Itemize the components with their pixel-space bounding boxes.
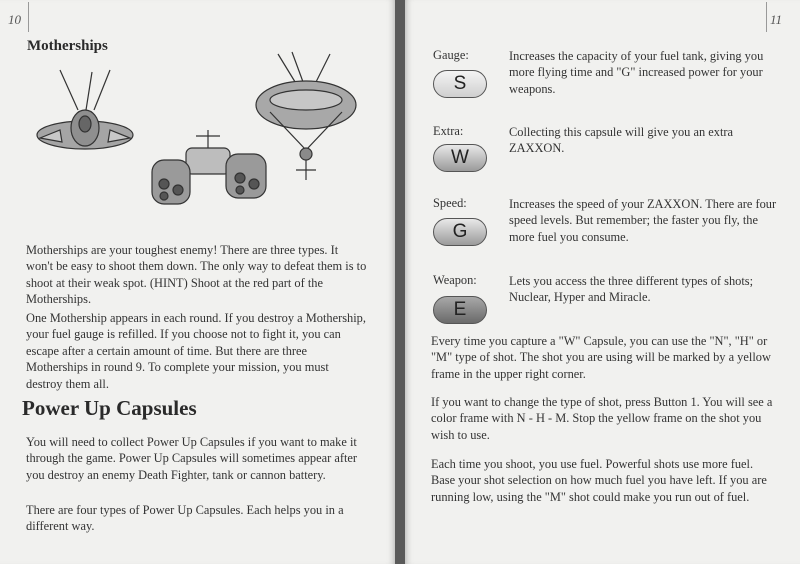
- capsule-description-extra: Collecting this capsule will give you an extra ZAXXON.: [509, 125, 734, 156]
- mothership-center-drawing: [152, 130, 266, 204]
- capsule-label-speed: Speed:: [433, 196, 467, 210]
- motherships-heading: Motherships: [27, 38, 108, 54]
- book-gutter: [395, 0, 405, 564]
- motherships-paragraph-1: Motherships are your toughest enemy! There are three types. It won't be easy to shoot them down. The only way to defeat them is to shoot at their weak spot. (HINT) Shoot at the red part of the Motherships.: [26, 243, 367, 307]
- capsule-g-icon: G: [433, 218, 487, 246]
- capsule-s-icon: S: [433, 70, 487, 98]
- power-up-heading: Power Up Capsules: [22, 396, 197, 420]
- motherships-illustration: [30, 50, 360, 215]
- mothership-right-drawing: [256, 52, 356, 180]
- page-number: 10: [8, 12, 21, 27]
- mothership-left-drawing: [37, 70, 133, 149]
- capsule-description-gauge: Increases the capacity of your fuel tank, giving you more flying time and "G" increased power for your weapons.: [509, 49, 764, 96]
- page-number: 11: [769, 12, 782, 27]
- weapon-paragraph-1: Every time you capture a "W" Capsule, you can use the "N", "H" or "M" type of shot. The shot you are using will be marked by a yellow frame in the upper right corner.: [431, 334, 771, 381]
- capsule-w-icon: W: [433, 144, 487, 172]
- capsule-description-speed: Increases the speed of your ZAXXON. There are four speed levels. But remember; the faster you fly, the more fuel you consume.: [509, 197, 777, 244]
- weapon-paragraph-2: If you want to change the type of shot, press Button 1. You will see a color frame with N - H - M. Stop the yellow frame on the shot you wish to use.: [431, 395, 773, 442]
- power-up-paragraph-1: You will need to collect Power Up Capsules if you want to make it through the game. Power Up Capsules will sometimes appear after you destroy an enemy Death Fighter, tank or cannon battery.: [26, 435, 358, 482]
- capsule-label-weapon: Weapon:: [433, 273, 477, 287]
- capsule-description-weapon: Lets you access the three different types of shots; Nuclear, Hyper and Miracle.: [509, 274, 754, 305]
- power-up-paragraph-2: There are four types of Power Up Capsules. Each helps you in a different way.: [26, 503, 344, 534]
- motherships-paragraph-2: One Mothership appears in each round. If you destroy a Mothership, your fuel gauge is refilled. If you choose not to fight it, you can escape after a certain amount of time. But there are three Motherships in round 9. To complete your mission, you must destroy them all.: [26, 311, 366, 391]
- weapon-paragraph-3: Each time you shoot, you use fuel. Powerful shots use more fuel. Base your shot selection on how much fuel you have left. If you are running low, using the "M" shot could make you run out of fuel.: [431, 457, 767, 504]
- left-page: [0, 0, 395, 564]
- capsule-e-icon: E: [433, 296, 487, 324]
- capsule-label-extra: Extra:: [433, 124, 464, 138]
- capsule-label-gauge: Gauge:: [433, 48, 469, 62]
- right-page: [405, 0, 800, 564]
